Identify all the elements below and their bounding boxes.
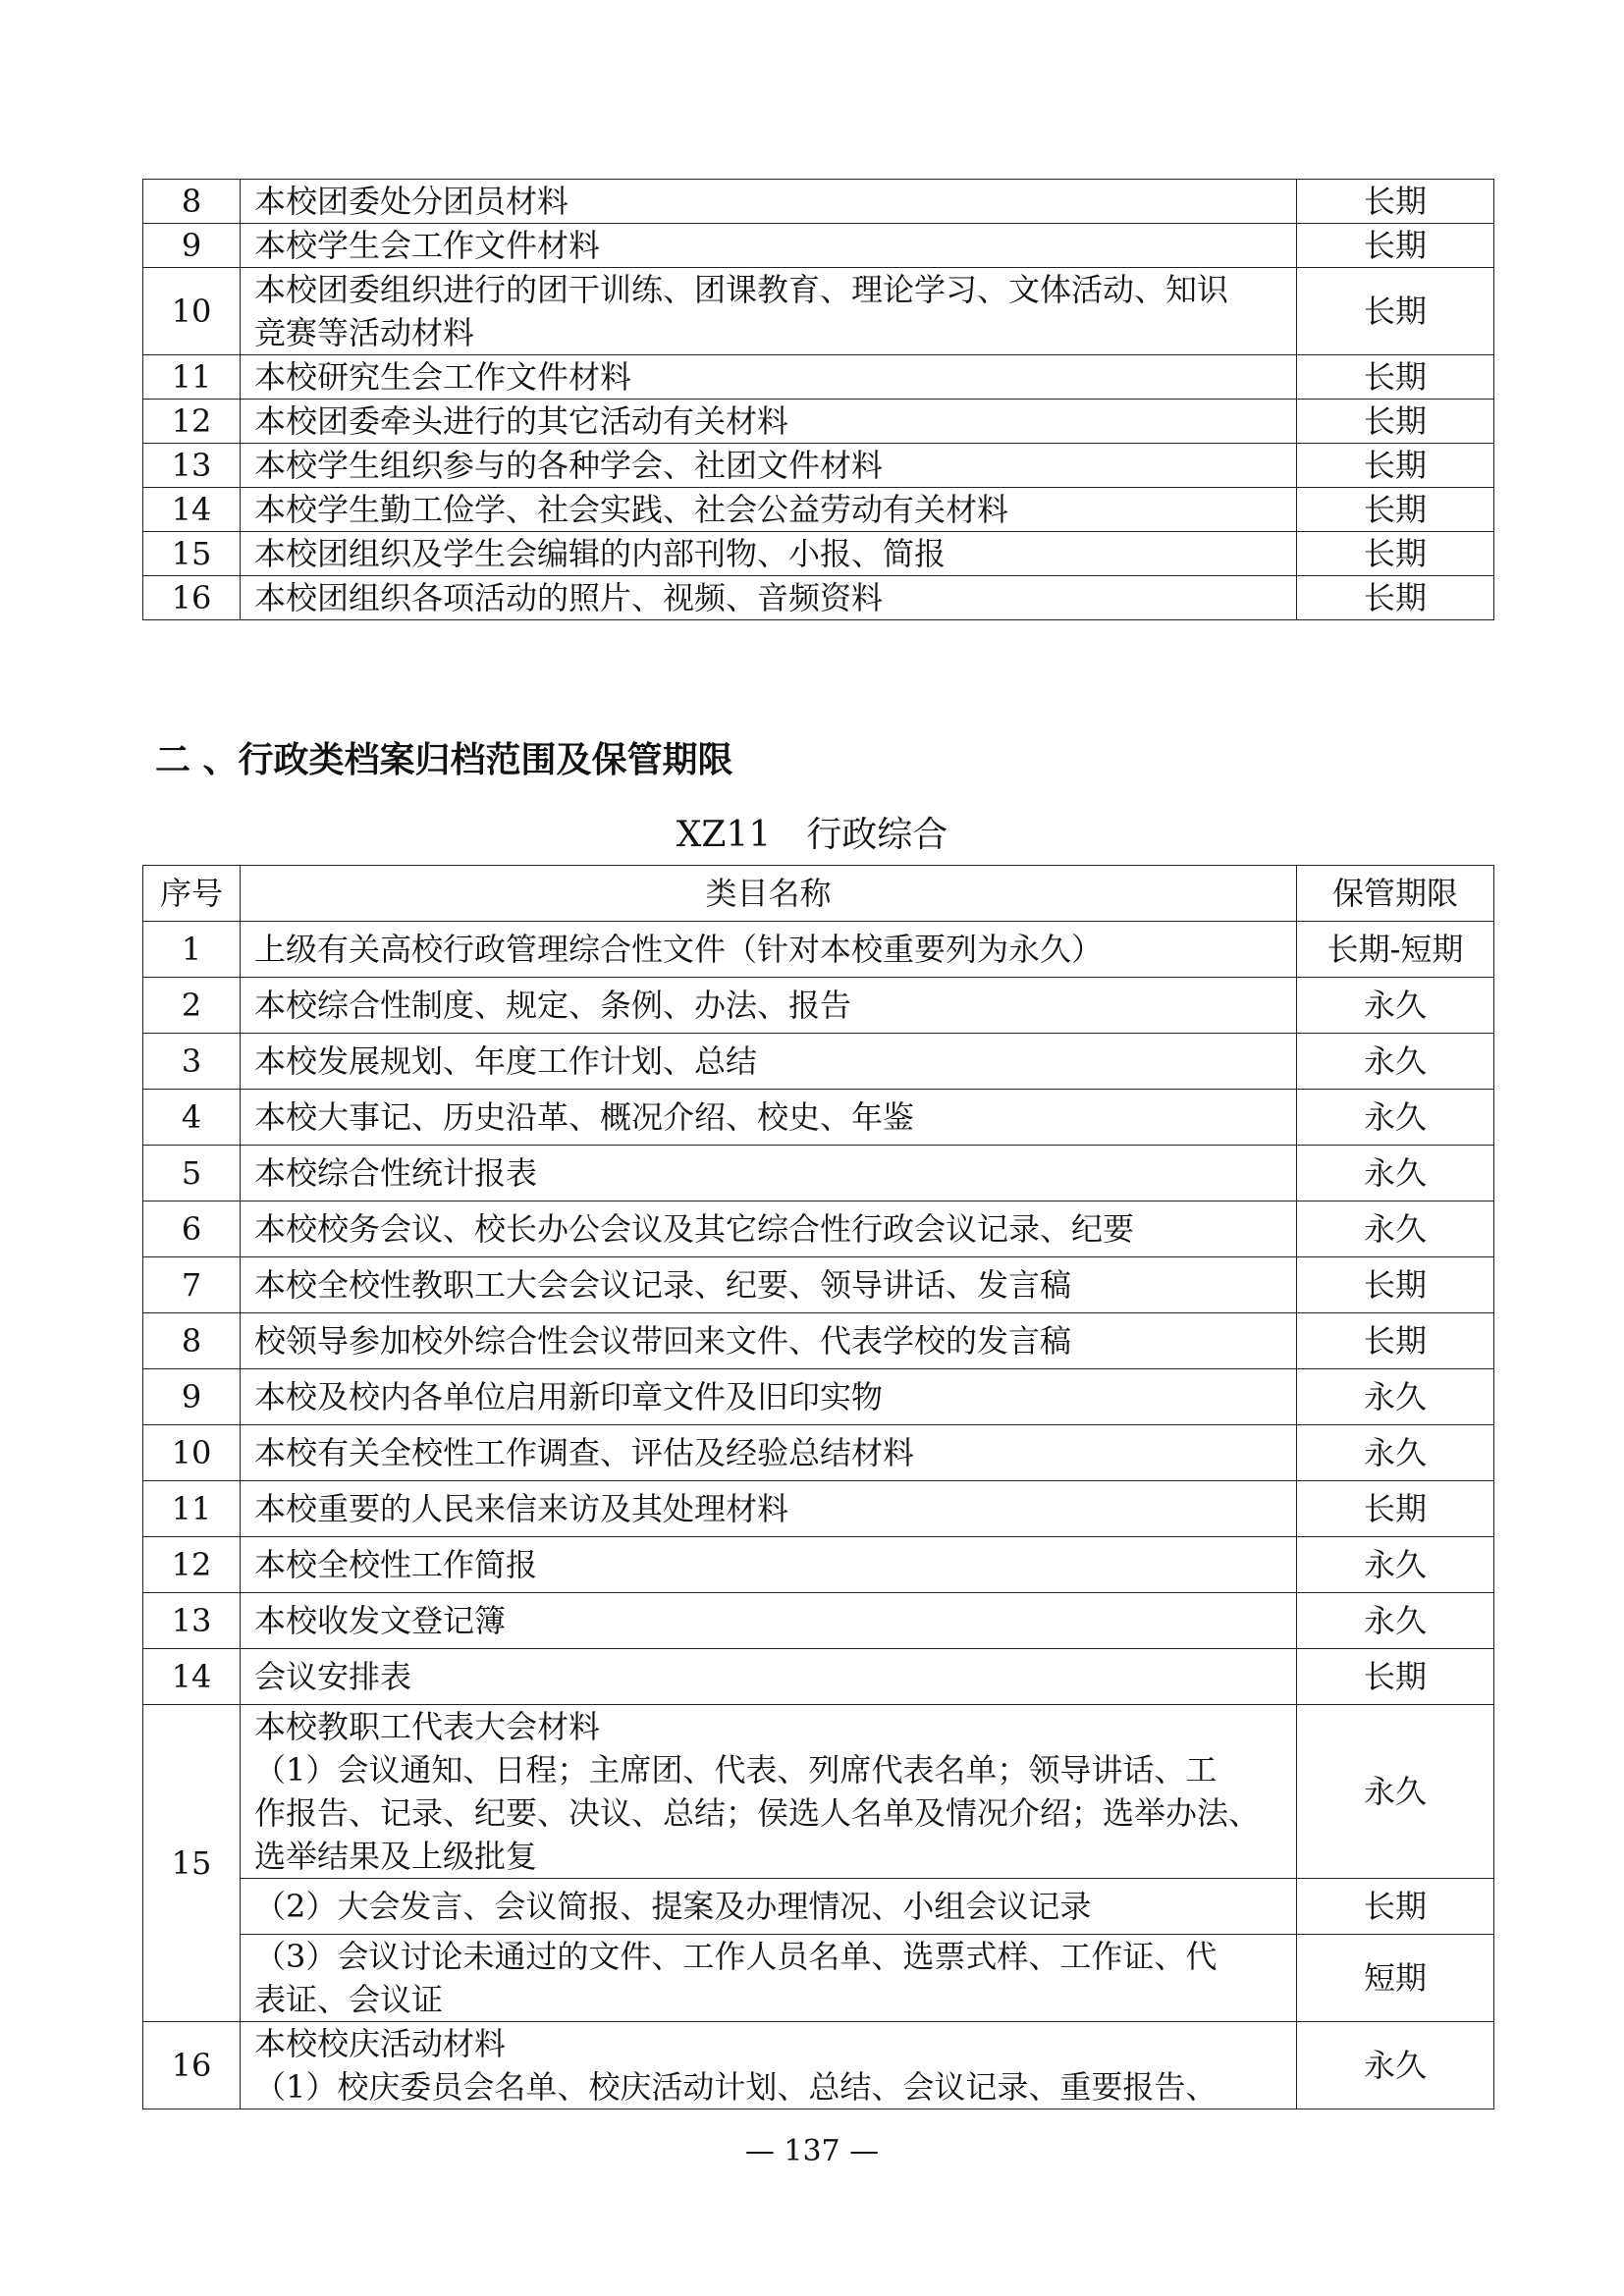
serial-number: 11 [143, 355, 241, 400]
table-row [143, 224, 1494, 268]
category-name [241, 180, 1297, 224]
table-header [143, 866, 1494, 922]
table-row [143, 1146, 1494, 1201]
table-row [143, 1537, 1494, 1593]
category-name-line: 竞赛等活动材料 [254, 314, 475, 351]
header-serial-number: 序号 [143, 866, 241, 922]
category-name-line: 本校综合性统计报表 [254, 1154, 538, 1192]
table-row [143, 576, 1494, 620]
retention-period: 永久 [1297, 1090, 1494, 1146]
section-heading: 二 、行政类档案归档范围及保管期限 [155, 740, 733, 780]
category-name-line: 本校大事记、历史沿革、概况介绍、校史、年鉴 [254, 1098, 915, 1136]
serial-number: 14 [143, 488, 241, 532]
page-number: — 137 — [744, 2134, 880, 2168]
table-row [143, 180, 1494, 224]
xz11-table-body [143, 922, 1494, 2109]
table-row [143, 1593, 1494, 1649]
retention-period: 长期 [1297, 576, 1494, 620]
category-name [241, 1146, 1297, 1201]
retention-period: 长期 [1297, 224, 1494, 268]
table-row [143, 1879, 1494, 1935]
category-name-line: 本校团组织各项活动的照片、视频、音频资料 [254, 579, 884, 616]
category-name-line: （3）会议讨论未通过的文件、工作人员名单、选票式样、工作证、代 [254, 1938, 1218, 1975]
serial-number: 13 [143, 444, 241, 488]
serial-number: 13 [143, 1593, 241, 1649]
category-name-line: 本校全校性教职工大会会议记录、纪要、领导讲话、发言稿 [254, 1266, 1072, 1304]
category-name [241, 1649, 1297, 1705]
retention-period: 长期 [1297, 532, 1494, 576]
category-name-line: 本校教职工代表大会材料 [254, 1708, 601, 1745]
category-name-line: （1）校庆委员会名单、校庆活动计划、总结、会议记录、重要报告、 [254, 2068, 1218, 2106]
retention-period: 长期 [1297, 400, 1494, 444]
table-row [143, 922, 1494, 978]
table-row [143, 400, 1494, 444]
table-row [143, 355, 1494, 400]
header-retention-period: 保管期限 [1297, 866, 1494, 922]
retention-period: 长期 [1297, 1879, 1494, 1935]
serial-number: 3 [143, 1034, 241, 1090]
category-name [241, 268, 1297, 355]
category-name-line: 会议安排表 [254, 1658, 412, 1695]
serial-number: 10 [143, 1425, 241, 1481]
category-name [241, 532, 1297, 576]
category-name-line: 本校学生组织参与的各种学会、社团文件材料 [254, 447, 884, 484]
table-row [143, 978, 1494, 1034]
table-row [143, 1201, 1494, 1257]
retention-period: 永久 [1297, 1537, 1494, 1593]
category-name [241, 444, 1297, 488]
retention-period: 长期 [1297, 1481, 1494, 1537]
category-name [241, 2022, 1297, 2109]
category-name-line: 本校综合性制度、规定、条例、办法、报告 [254, 987, 852, 1024]
table-row [143, 1649, 1494, 1705]
category-name-line: 作报告、记录、纪要、决议、总结；侯选人名单及情况介绍；选举办法、 [254, 1794, 1261, 1832]
retention-period: 长期 [1297, 1649, 1494, 1705]
category-name-line: 本校学生会工作文件材料 [254, 227, 601, 264]
category-name [241, 1593, 1297, 1649]
serial-number: 7 [143, 1257, 241, 1313]
category-name [241, 1034, 1297, 1090]
table-row [143, 268, 1494, 355]
table-row [143, 1369, 1494, 1425]
serial-number: 14 [143, 1649, 241, 1705]
serial-number: 15 [143, 532, 241, 576]
retention-period: 永久 [1297, 1201, 1494, 1257]
category-name-line: 本校重要的人民来信来访及其处理材料 [254, 1490, 789, 1527]
category-name-line: 本校校庆活动材料 [254, 2025, 507, 2062]
category-name-line: 本校校务会议、校长办公会议及其它综合性行政会议记录、纪要 [254, 1210, 1135, 1248]
table-row [143, 532, 1494, 576]
category-name [241, 1369, 1297, 1425]
serial-number: 12 [143, 1537, 241, 1593]
category-name [241, 1090, 1297, 1146]
table-row [143, 1257, 1494, 1313]
serial-number: 8 [143, 180, 241, 224]
table-row [143, 1425, 1494, 1481]
category-name [241, 224, 1297, 268]
category-name-line: 本校全校性工作简报 [254, 1546, 538, 1583]
continued-table-body [143, 180, 1494, 620]
retention-period: 永久 [1297, 1034, 1494, 1090]
category-name [241, 1425, 1297, 1481]
serial-number: 5 [143, 1146, 241, 1201]
category-name [241, 1257, 1297, 1313]
serial-number: 9 [143, 1369, 241, 1425]
category-name-line: 本校发展规划、年度工作计划、总结 [254, 1042, 758, 1080]
retention-period: 永久 [1297, 1593, 1494, 1649]
category-name [241, 922, 1297, 978]
category-name-line: 本校有关全校性工作调查、评估及经验总结材料 [254, 1434, 915, 1471]
serial-number: 16 [143, 2022, 241, 2109]
retention-period: 长期 [1297, 268, 1494, 355]
retention-period: 长期 [1297, 488, 1494, 532]
retention-period: 长期 [1297, 1257, 1494, 1313]
serial-number: 6 [143, 1201, 241, 1257]
retention-period: 长期 [1297, 444, 1494, 488]
category-name [241, 400, 1297, 444]
retention-period: 长期 [1297, 180, 1494, 224]
table-row [143, 1090, 1494, 1146]
retention-period: 永久 [1297, 978, 1494, 1034]
category-name [241, 1201, 1297, 1257]
category-name [241, 1935, 1297, 2022]
category-name-line: （2）大会发言、会议简报、提案及办理情况、小组会议记录 [254, 1888, 1092, 1925]
serial-number: 11 [143, 1481, 241, 1537]
retention-period: 永久 [1297, 1425, 1494, 1481]
retention-period: 永久 [1297, 1146, 1494, 1201]
category-name-line: 本校收发文登记簿 [254, 1602, 507, 1639]
category-name [241, 576, 1297, 620]
category-name-line: 本校团委处分团员材料 [254, 183, 569, 220]
category-name-line: 表证、会议证 [254, 1981, 444, 2018]
serial-number: 10 [143, 268, 241, 355]
table-row [143, 2022, 1494, 2109]
serial-number: 4 [143, 1090, 241, 1146]
retention-period: 永久 [1297, 1369, 1494, 1425]
retention-period: 永久 [1297, 1705, 1494, 1879]
category-name-line: 本校团组织及学生会编辑的内部刊物、小报、简报 [254, 535, 947, 572]
header-category-name: 类目名称 [241, 866, 1297, 922]
category-name [241, 488, 1297, 532]
serial-number: 2 [143, 978, 241, 1034]
category-name-line: 本校团委组织进行的团干训练、团课教育、理论学习、文体活动、知识 [254, 271, 1229, 308]
category-name [241, 1537, 1297, 1593]
serial-number: 16 [143, 576, 241, 620]
serial-number: 1 [143, 922, 241, 978]
category-name [241, 355, 1297, 400]
retention-period: 短期 [1297, 1935, 1494, 2022]
table-row [143, 488, 1494, 532]
retention-period: 长期 [1297, 1313, 1494, 1369]
serial-number: 9 [143, 224, 241, 268]
category-name [241, 1313, 1297, 1369]
serial-number: 12 [143, 400, 241, 444]
retention-period: 永久 [1297, 2022, 1494, 2109]
category-name [241, 1481, 1297, 1537]
category-name [241, 1879, 1297, 1935]
category-name-line: 校领导参加校外综合性会议带回来文件、代表学校的发言稿 [254, 1322, 1072, 1360]
header-row [143, 866, 1494, 922]
retention-period: 长期 [1297, 355, 1494, 400]
serial-number: 15 [143, 1705, 241, 2022]
retention-period: 长期-短期 [1297, 922, 1494, 978]
category-name [241, 978, 1297, 1034]
category-name-line: 本校及校内各单位启用新印章文件及旧印实物 [254, 1378, 884, 1415]
table-row [143, 1481, 1494, 1537]
category-name-line: 选举结果及上级批复 [254, 1838, 538, 1875]
table-row [143, 1034, 1494, 1090]
category-name-line: 本校学生勤工俭学、社会实践、社会公益劳动有关材料 [254, 491, 1009, 528]
table-row [143, 1313, 1494, 1369]
category-name-line: 本校研究生会工作文件材料 [254, 358, 632, 396]
category-name-line: 本校团委牵头进行的其它活动有关材料 [254, 402, 789, 440]
continued-archive-table [142, 179, 1494, 620]
table-row [143, 1935, 1494, 2022]
table-caption: XZ11 行政综合 [676, 815, 948, 855]
serial-number: 8 [143, 1313, 241, 1369]
category-name-line: 上级有关高校行政管理综合性文件（针对本校重要列为永久） [254, 931, 1104, 968]
table-row [143, 444, 1494, 488]
category-name-line: （1）会议通知、日程；主席团、代表、列席代表名单；领导讲话、工 [254, 1751, 1218, 1789]
xz11-archive-table [142, 865, 1494, 2109]
table-row [143, 1705, 1494, 1879]
category-name [241, 1705, 1297, 1879]
